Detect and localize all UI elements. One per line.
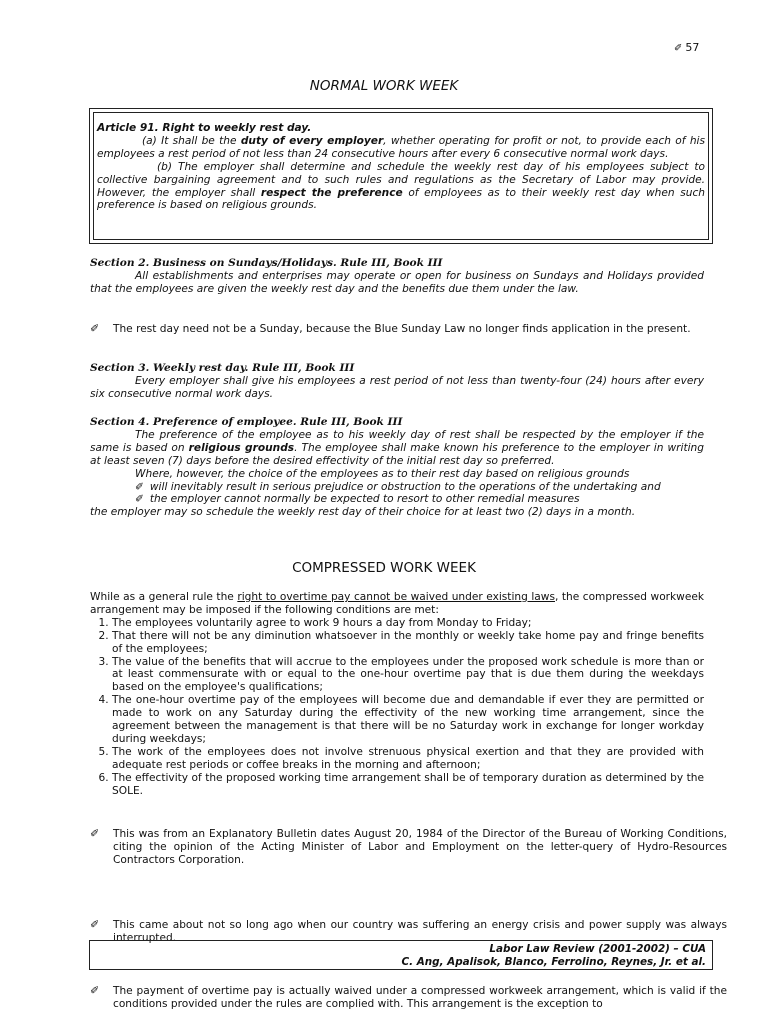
footer-box xyxy=(89,940,713,970)
article-paragraph-a: (a) It shall be the duty of every employer, whether operating for profit or not, to provide each of his employees a rest period of not less than 24 consecutive hours after every 6 consecutive normal work days. xyxy=(97,134,705,160)
condition-item: 5. The work of the employees does not involve strenuous physical exertion and that they are provided with adequate rest periods or coffee breaks in the morning and afternoon; xyxy=(112,746,704,772)
pen-bullet-icon: ✐ xyxy=(135,480,144,493)
condition-item: 2. That there will not be any diminution whatsoever in the monthly or weekly take home pay and fringe benefits of the employees; xyxy=(112,630,704,656)
section-4-text: The preference of the employee as to his weekly day of rest shall be respected by the employer if the same is based on religious grounds. The employee shall make known his preference to the employer in writing at least seven (7) days before the desired effectivity of the initial rest day so preferred. xyxy=(90,428,704,467)
section-4-sub-1: ✐ will inevitably result in serious prejudice or obstruction to the operations of the undertaking and xyxy=(135,480,661,493)
condition-item: 3. The value of the benefits that will accrue to the employees under the proposed work schedule is more than or at least commensurate with or equal to the one-hour overtime pay that is due them during the weekdays based on the employee's qualifications; xyxy=(112,656,704,695)
rest-day-note: ✐ The rest day need not be a Sunday, because the Blue Sunday Law no longer finds application in the present. xyxy=(90,322,691,335)
pen-bullet-icon: ✐ xyxy=(135,493,144,506)
pen-bullet-icon: ✐ xyxy=(90,322,100,335)
pen-bullet-icon: ✐ xyxy=(90,984,100,998)
footer-line-2: C. Ang, Apalisok, Blanco, Ferrolino, Reynes, Jr. et al. xyxy=(401,955,706,968)
article-heading: Article 91. Right to weekly rest day. xyxy=(97,122,312,134)
section-4-heading: Section 4. Preference of employee. Rule III, Book III xyxy=(90,416,403,428)
pen-icon: ✐ xyxy=(674,43,683,54)
section-2-heading: Section 2. Business on Sundays/Holidays. Rule III, Book III xyxy=(90,257,443,269)
section-4-where: Where, however, the choice of the employees as to their rest day based on religious grounds xyxy=(135,467,630,480)
compressed-work-week-title: COMPRESSED WORK WEEK xyxy=(292,560,476,576)
article-91-box xyxy=(89,108,713,244)
section-3-heading: Section 3. Weekly rest day. Rule III, Book III xyxy=(90,362,355,374)
footer-line-1: Labor Law Review (2001-2002) – CUA xyxy=(489,943,706,955)
pen-bullet-icon: ✐ xyxy=(90,826,100,840)
conditions-list xyxy=(90,617,704,798)
normal-work-week-title: NORMAL WORK WEEK xyxy=(309,78,459,94)
section-3 xyxy=(90,362,704,401)
article-paragraph-b: (b) The employer shall determine and schedule the weekly rest day of his employees subject to collective bargaining agreement and to such rules and regulations as the Secretary of Labor may provide. However, the employer shall respect the preference of employees as to their weekly rest day when such preference is based on religious grounds. xyxy=(97,160,705,212)
section-4-conclusion: the employer may so schedule the weekly rest day of their choice for at least two (2) days in a month. xyxy=(90,506,636,519)
overtime-waiver-note: ✐ The payment of overtime pay is actually waived under a compressed workweek arrangement, which is valid if the conditions provided under the rules are complied with. This arrangement is the exception to xyxy=(90,984,727,1011)
section-2 xyxy=(90,257,704,296)
energy-crisis-note: ✐ This came about not so long ago when our country was suffering an energy crisis and power supply was always interrupted. xyxy=(90,917,727,944)
section-2-text: All establishments and enterprises may operate or open for business on Sundays and Holidays provided that the employees are given the weekly rest day and the benefits due them under the law. xyxy=(90,269,704,295)
condition-item: 6. The effectivity of the proposed working time arrangement shall be of temporary duration as determined by the SOLE. xyxy=(112,772,704,798)
section-3-text: Every employer shall give his employees a rest period of not less than twenty-four (24) hours after every six consecutive normal work days. xyxy=(90,374,704,400)
condition-item: 1. The employees voluntarily agree to work 9 hours a day from Monday to Friday; xyxy=(112,617,704,630)
compressed-intro: While as a general rule the right to overtime pay cannot be waived under existing laws, the compressed workweek arrangement may be imposed if the following conditions are met: 1. The employees voluntarily agree to work 9 hours a day from Monday to Friday; 2. That there will not be any diminution whatsoever in the monthly or weekly take home pay and fringe benefits of the employees; 3. The value of the benefits that will accrue to the employees under the proposed work schedule is more than or at least commensurate with or equal to the one-hour overtime pay that is due them during the weekdays based on the employee's qualifications; 4. The one-hour overtime pay of the employees will become due and demandable if ever they are permitted or made to work on any Saturday during the effectivity of the new working time arrangement, since the agreement between the management is that there will be no Saturday work in exchange for longer workday during weekdays; 5. The work of the employees does not involve strenuous physical exertion and that they are provided with adequate rest periods or coffee breaks in the morning and afternoon; 6. The effectivity of the proposed working time arrangement shall be of temporary duration as determined by the SOLE. xyxy=(90,591,704,798)
bulletin-note: ✐ This was from an Explanatory Bulletin dates August 20, 1984 of the Director of the Bureau of Working Conditions, citing the opinion of the Acting Minister of Labor and Employment on the letter-query of Hydro-Resources Contractors Corporation. xyxy=(90,826,727,866)
section-4-sub-2: ✐ the employer cannot normally be expected to resort to other remedial measures xyxy=(135,493,580,506)
pen-bullet-icon: ✐ xyxy=(90,917,100,931)
section-4 xyxy=(90,416,704,519)
page-number: ✐ 57 xyxy=(674,41,700,54)
condition-item: 4. The one-hour overtime pay of the employees will become due and demandable if ever they are permitted or made to work on any Saturday during the effectivity of the new working time arrangement, since the agreement between the management is that there will be no Saturday work in exchange for longer workday during weekdays; xyxy=(112,694,704,746)
